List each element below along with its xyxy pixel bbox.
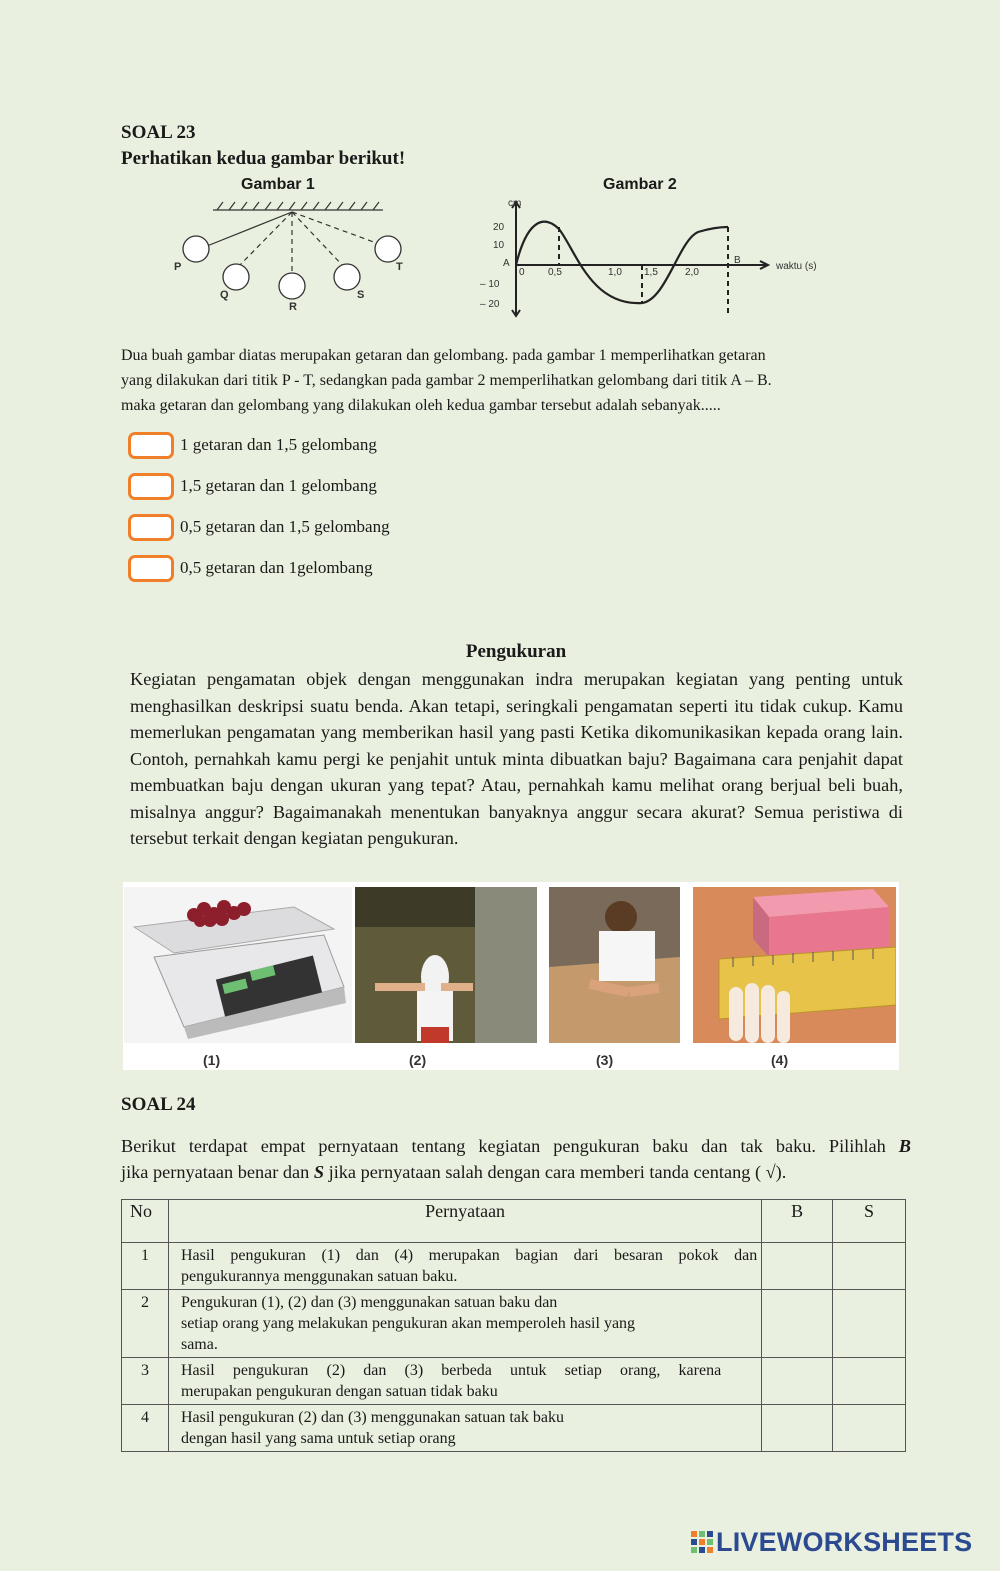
header-b: B bbox=[762, 1200, 833, 1243]
answer-s-cell-2[interactable] bbox=[833, 1290, 906, 1358]
pendulum-string-s bbox=[292, 212, 345, 268]
wave-x-tick: 0,5 bbox=[548, 267, 562, 278]
wave-x-tick: 1,0 bbox=[608, 267, 622, 278]
wave-x-tick: 1,5 bbox=[644, 267, 658, 278]
wave-y-tick: 20 bbox=[493, 222, 505, 233]
pendulum-bob-r bbox=[279, 273, 305, 299]
photo-ruler bbox=[693, 887, 896, 1043]
photo-caption: (3) bbox=[596, 1052, 614, 1068]
point-label-q: Q bbox=[220, 289, 229, 301]
header-no: No bbox=[122, 1200, 169, 1243]
table-row bbox=[122, 1290, 906, 1358]
option-row bbox=[128, 552, 373, 584]
wave-unit-label: cm bbox=[508, 198, 522, 209]
statement-line: dengan hasil yang sama untuk setiap orang bbox=[180, 1430, 456, 1447]
wave-curve bbox=[516, 222, 728, 303]
instruction-line bbox=[121, 1133, 911, 1159]
table-row bbox=[122, 1243, 906, 1290]
soal24-title: SOAL 24 bbox=[121, 1094, 196, 1115]
paragraph-line: maka getaran dan gelombang yang dilakukan oleh kedua gambar tersebut adalah sebanyak..... bbox=[121, 397, 721, 414]
point-label-r: R bbox=[289, 301, 297, 313]
statement-line: sama. bbox=[180, 1336, 218, 1353]
wave-point-b: B bbox=[734, 255, 741, 266]
instruction-text: jika pernyataan salah dengan cara memberi tanda centang ( √). bbox=[324, 1162, 787, 1182]
wave-x-tick: 2,0 bbox=[685, 267, 699, 278]
table-header-row bbox=[122, 1200, 906, 1243]
option-checkbox-4[interactable] bbox=[128, 555, 174, 582]
option-checkbox-2[interactable] bbox=[128, 473, 174, 500]
row-statement bbox=[168, 1290, 761, 1358]
soal23-title: SOAL 23 bbox=[121, 122, 196, 143]
instruction-b: B bbox=[898, 1136, 911, 1156]
wave-x-axis-label: waktu (s) bbox=[776, 261, 817, 272]
pengukuran-text: Kegiatan pengamatan objek dengan menggunakan indra merupakan kegiatan yang penting untuk menghasilkan deskripsi suatu benda. Akan tetapi, seringkali pengamatan seperti itu tidak cukup. Kamu memerlukan pengamatan yang memberikan hasil yang pasti Ketika dikomunikasikan kepada orang lain. Contoh, pernahkah kamu pergi ke penjahit untuk minta dibuatkan baju? Bagaimana cara penjahit dapat membuatkan baju dengan ukuran yang tepat? Atau, pernahkah kamu melihat orang berjual beli buah, misalnya anggur? Bagaimanakah menentukan banyaknya anggur secara akurat? Semua peristiwa di tersebut terkait dengan kegiatan pengukuran. bbox=[130, 669, 903, 848]
photo-caption: (2) bbox=[409, 1052, 427, 1068]
instruction-line bbox=[121, 1159, 911, 1185]
option-label: 0,5 getaran dan 1,5 gelombang bbox=[180, 517, 390, 536]
pengukuran-heading: Pengukuran bbox=[465, 641, 567, 662]
pendulum-string-q bbox=[237, 212, 292, 268]
row-number: 3 bbox=[122, 1358, 169, 1405]
header-pernyataan: Pernyataan bbox=[168, 1200, 761, 1243]
answer-b-cell-3[interactable] bbox=[762, 1358, 833, 1405]
answer-s-cell-3[interactable] bbox=[833, 1358, 906, 1405]
instruction-text: jika pernyataan benar dan bbox=[121, 1162, 314, 1182]
figure2-label: Gambar 2 bbox=[603, 176, 677, 193]
answer-s-cell-4[interactable] bbox=[833, 1405, 906, 1452]
option-label: 0,5 getaran dan 1gelombang bbox=[180, 558, 373, 577]
option-row bbox=[128, 511, 390, 543]
answer-b-cell-4[interactable] bbox=[762, 1405, 833, 1452]
soal24-instruction bbox=[121, 1133, 911, 1185]
photo-caption: (4) bbox=[771, 1052, 789, 1068]
point-label-s: S bbox=[357, 289, 365, 301]
row-number: 1 bbox=[122, 1243, 169, 1290]
statement-line: Pengukuran (1), (2) dan (3) menggunakan satuan baku dan bbox=[180, 1294, 558, 1311]
pendulum-bob-p bbox=[183, 236, 209, 262]
point-label-p: P bbox=[174, 261, 182, 273]
photo-hand-span bbox=[549, 887, 680, 1043]
wave-origin: 0 bbox=[519, 267, 525, 278]
row-statement bbox=[168, 1405, 761, 1452]
pendulum-bob-q bbox=[223, 264, 249, 290]
pendulum-bob-t bbox=[375, 236, 401, 262]
wave-y-tick: – 20 bbox=[480, 299, 500, 310]
statement-line: merupakan pengukuran dengan satuan tidak baku bbox=[180, 1383, 498, 1400]
pendulum-string-t bbox=[292, 212, 379, 244]
option-row bbox=[128, 429, 377, 461]
header-s: S bbox=[833, 1200, 906, 1243]
statement-table bbox=[121, 1199, 906, 1452]
statement-line: Hasil pengukuran (2) dan (3) berbeda untuk setiap orang, karena bbox=[180, 1362, 722, 1379]
table-row bbox=[122, 1405, 906, 1452]
answer-b-cell-1[interactable] bbox=[762, 1243, 833, 1290]
answer-s-cell-1[interactable] bbox=[833, 1243, 906, 1290]
paragraph-line: yang dilakukan dari titik P - T, sedangkan pada gambar 2 memperlihatkan gelombang dari titik A – B. bbox=[121, 372, 772, 389]
option-label: 1 getaran dan 1,5 gelombang bbox=[180, 435, 377, 454]
statement-line: Hasil pengukuran (2) dan (3) menggunakan satuan tak baku bbox=[180, 1409, 564, 1426]
paragraph-line: Dua buah gambar diatas merupakan getaran dan gelombang. pada gambar 1 memperlihatkan getaran bbox=[121, 347, 766, 364]
pendulum-figure bbox=[165, 198, 415, 316]
pendulum-bob-s bbox=[334, 264, 360, 290]
statement-line: setiap orang yang melakukan pengukuran akan memperoleh hasil yang bbox=[180, 1315, 636, 1332]
photo-caption: (1) bbox=[203, 1052, 221, 1068]
point-label-t: T bbox=[396, 261, 403, 273]
row-number: 2 bbox=[122, 1290, 169, 1358]
soal23-instruction: Perhatikan kedua gambar berikut! bbox=[121, 148, 406, 169]
photo-arm-span bbox=[355, 887, 537, 1043]
row-statement bbox=[168, 1358, 761, 1405]
soal23-paragraph bbox=[121, 343, 921, 418]
statement-line: pengukurannya menggunakan satuan baku. bbox=[180, 1268, 458, 1285]
option-row bbox=[128, 470, 377, 502]
row-statement bbox=[168, 1243, 761, 1290]
option-checkbox-1[interactable] bbox=[128, 432, 174, 459]
photo-digital-scale bbox=[124, 887, 352, 1043]
pendulum-string-p bbox=[207, 212, 292, 246]
liveworksheets-logo[interactable] bbox=[690, 1527, 972, 1558]
instruction-text: Berikut terdapat empat pernyataan tentang kegiatan pengukuran baku dan tak baku. Pilihlah bbox=[121, 1136, 899, 1156]
option-checkbox-3[interactable] bbox=[128, 514, 174, 541]
figure1-label: Gambar 1 bbox=[241, 176, 315, 193]
wave-figure bbox=[476, 196, 846, 320]
statement-line: Hasil pengukuran (1) dan (4) merupakan bagian dari besaran pokok dan bbox=[180, 1247, 758, 1264]
instruction-s: S bbox=[313, 1162, 325, 1182]
option-label: 1,5 getaran dan 1 gelombang bbox=[180, 476, 377, 495]
wave-y-tick: 10 bbox=[493, 240, 505, 251]
liveworksheets-icon bbox=[690, 1529, 714, 1557]
table-row bbox=[122, 1358, 906, 1405]
answer-b-cell-2[interactable] bbox=[762, 1290, 833, 1358]
row-number: 4 bbox=[122, 1405, 169, 1452]
wave-point-a: A bbox=[503, 258, 510, 269]
wave-y-tick: – 10 bbox=[480, 279, 500, 290]
liveworksheets-text: LIVEWORKSHEETS bbox=[716, 1527, 973, 1557]
